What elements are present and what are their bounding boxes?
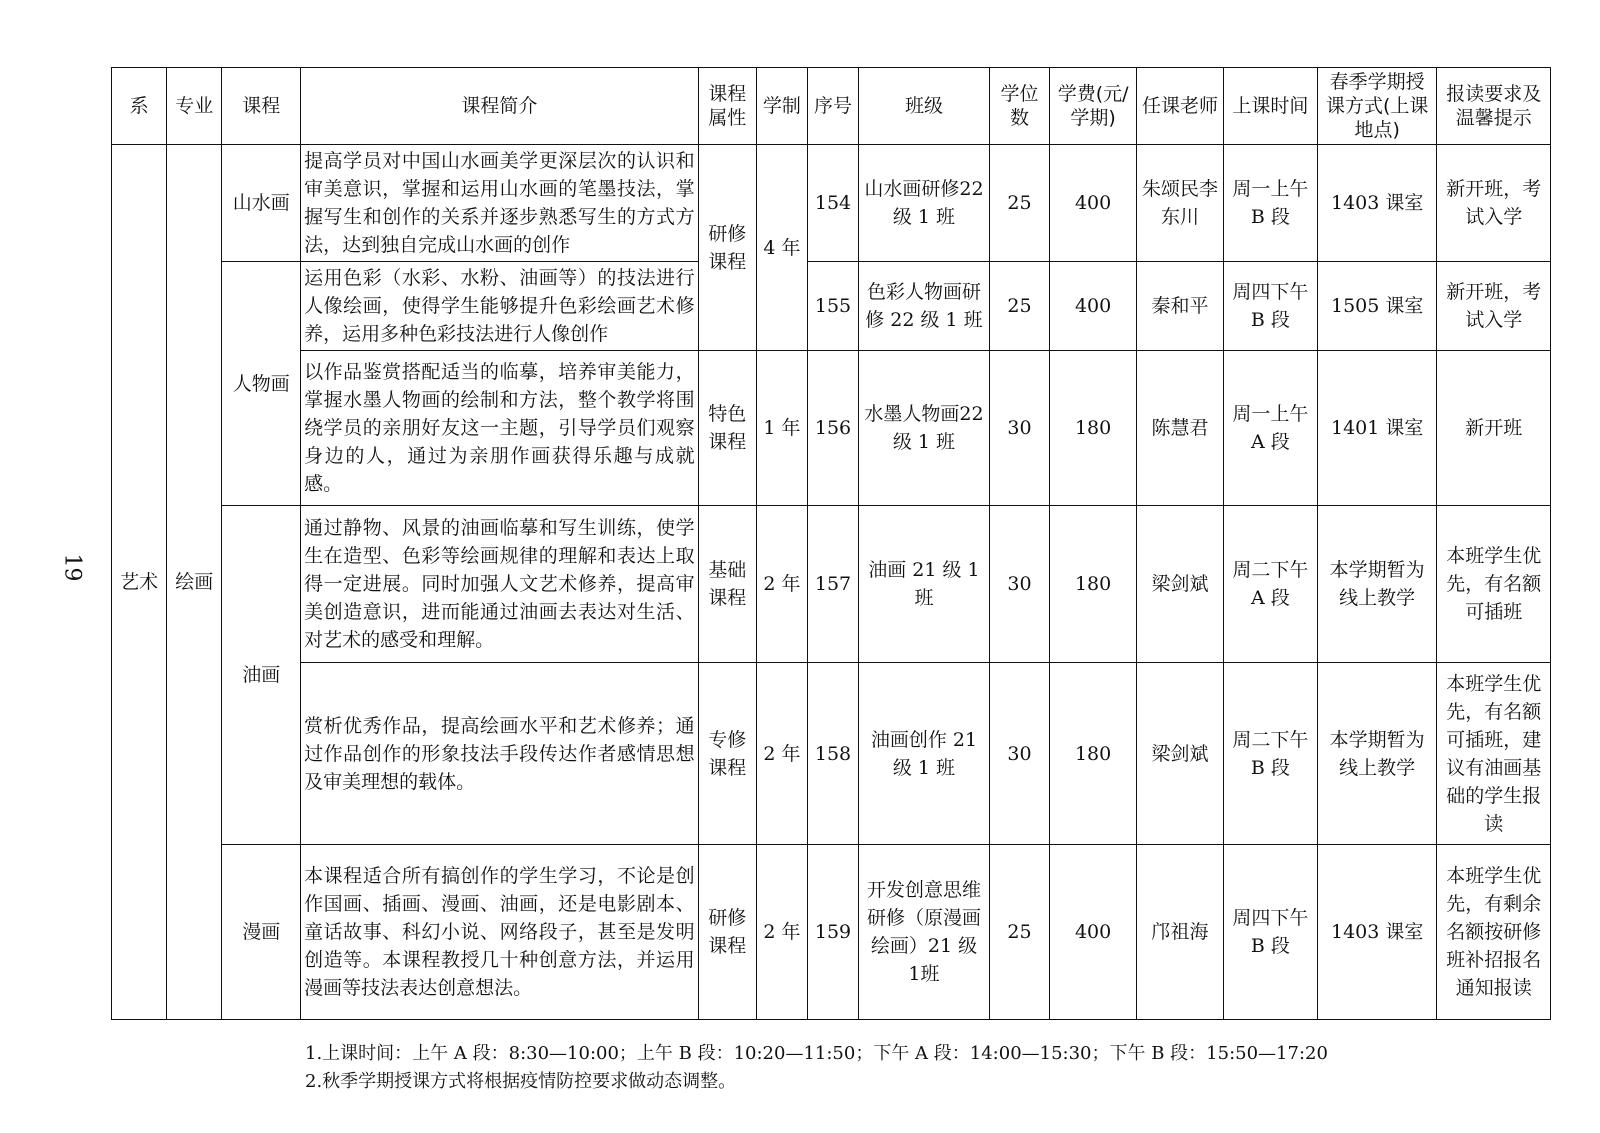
mode-cell: 1401 课室 [1317,351,1437,506]
header-time: 上课时间 [1223,68,1317,145]
footnote-autumn-mode: 2.秋季学期授课方式将根据疫情防控要求做动态调整。 [305,1071,737,1092]
time-cell: 周一上午B 段 [1223,145,1317,262]
table-row [112,506,1551,663]
course-cell: 漫画 [222,845,301,1020]
time-cell: 周一上午A 段 [1223,351,1317,506]
fee-cell: 400 [1050,262,1137,351]
header-course: 课程 [222,68,301,145]
dept-cell: 艺术 [112,145,167,1020]
teacher-cell: 梁剑斌 [1137,663,1224,845]
intro-cell: 运用色彩（水彩、水粉、油画等）的技法进行人像绘画，使得学生能够提升色彩绘画艺术修养，运用多种色彩技法进行人像创作 [301,262,699,351]
fee-cell: 180 [1050,506,1137,663]
class-cell: 油画 21 级 1班 [859,506,990,663]
header-attr: 课程属性 [698,68,756,145]
intro-cell: 提高学员对中国山水画美学更深层次的认识和审美意识，掌握和运用山水画的笔墨技法，掌握写生和创作的关系并逐步熟悉写生的方式方法，达到独自完成山水画的创作 [301,145,699,262]
header-intro: 课程简介 [301,68,699,145]
mode-cell: 本学期暂为线上教学 [1317,663,1437,845]
attr-cell: 特色课程 [698,351,756,506]
notes-cell: 本班学生优先，有名额可插班，建议有油画基础的学生报读 [1437,663,1551,845]
course-cell: 油画 [222,506,301,845]
seats-cell: 25 [989,145,1049,262]
header-spring-mode: 春季学期授课方式(上课地点) [1317,68,1437,145]
attr-cell: 专修课程 [698,663,756,845]
header-seq: 序号 [807,68,858,145]
table-row [112,663,1551,845]
time-cell: 周四下午B 段 [1223,845,1317,1020]
teacher-cell: 梁剑斌 [1137,506,1224,663]
notes-cell: 新开班，考试入学 [1437,262,1551,351]
class-cell: 开发创意思维研修（原漫画绘画）21 级 1班 [859,845,990,1020]
class-cell: 水墨人物画22 级 1 班 [859,351,990,506]
header-seats: 学位数 [989,68,1049,145]
header-fee: 学费(元/学期) [1050,68,1137,145]
fee-cell: 180 [1050,663,1137,845]
time-cell: 周二下午B 段 [1223,663,1317,845]
header-class: 班级 [859,68,990,145]
table-row [112,351,1551,506]
header-teacher: 任课老师 [1137,68,1224,145]
header-dept: 系 [112,68,167,145]
fee-cell: 180 [1050,351,1137,506]
duration-cell: 2 年 [756,845,807,1020]
duration-cell: 2 年 [756,506,807,663]
attr-cell: 基础课程 [698,506,756,663]
duration-cell: 2 年 [756,663,807,845]
notes-cell: 本班学生优先，有剩余名额按研修班补招报名通知报读 [1437,845,1551,1020]
page-number: 19 [59,553,85,582]
notes-cell: 本班学生优先，有名额可插班 [1437,506,1551,663]
course-cell: 人物画 [222,262,301,506]
duration-cell: 4 年 [756,145,807,351]
class-cell: 油画创作 21级 1 班 [859,663,990,845]
attr-cell: 研修课程 [698,145,756,351]
seats-cell: 30 [989,351,1049,506]
mode-cell: 1505 课室 [1317,262,1437,351]
seq-cell: 154 [807,145,858,262]
intro-cell: 本课程适合所有搞创作的学生学习，不论是创作国画、插画、漫画、油画，还是电影剧本、童话故事、科幻小说、网络段子，甚至是发明创造等。本课程教授几十种创意方法，并运用漫画等技法表达创意想法。 [301,845,699,1020]
course-cell: 山水画 [222,145,301,262]
class-cell: 色彩人物画研修 22 级 1 班 [859,262,990,351]
footnotes [305,1040,1328,1096]
teacher-cell: 秦和平 [1137,262,1224,351]
intro-cell: 以作品鉴赏搭配适当的临摹，培养审美能力，掌握水墨人物画的绘制和方法，整个教学将围绕学员的亲朋好友这一主题，引导学员们观察身边的人，通过为亲朋作画获得乐趣与成就感。 [301,351,699,506]
table-row [112,145,1551,262]
seq-cell: 158 [807,663,858,845]
seats-cell: 30 [989,663,1049,845]
teacher-cell: 陈慧君 [1137,351,1224,506]
seats-cell: 25 [989,845,1049,1020]
duration-cell: 1 年 [756,351,807,506]
header-notes: 报读要求及温馨提示 [1437,68,1551,145]
table-row [112,845,1551,1020]
footnote-class-times: 1.上课时间：上午 A 段：8:30—10:00；上午 B 段：10:20—11:50；下午 A 段：14:00—15:30；下午 B 段：15:50—17:20 [305,1043,1328,1064]
fee-cell: 400 [1050,845,1137,1020]
time-cell: 周四下午B 段 [1223,262,1317,351]
seats-cell: 30 [989,506,1049,663]
seq-cell: 157 [807,506,858,663]
attr-cell: 研修课程 [698,845,756,1020]
teacher-cell: 邝祖海 [1137,845,1224,1020]
time-cell: 周二下午A 段 [1223,506,1317,663]
table-row [112,262,1551,351]
seq-cell: 156 [807,351,858,506]
fee-cell: 400 [1050,145,1137,262]
teacher-cell: 朱颂民李东川 [1137,145,1224,262]
intro-cell: 赏析优秀作品，提高绘画水平和艺术修养；通过作品创作的形象技法手段传达作者感情思想及审美理想的载体。 [301,663,699,845]
seq-cell: 159 [807,845,858,1020]
mode-cell: 1403 课室 [1317,145,1437,262]
seats-cell: 25 [989,262,1049,351]
course-table [111,67,1551,1020]
notes-cell: 新开班，考试入学 [1437,145,1551,262]
header-duration: 学制 [756,68,807,145]
notes-cell: 新开班 [1437,351,1551,506]
class-cell: 山水画研修22 级 1 班 [859,145,990,262]
mode-cell: 本学期暂为线上教学 [1317,506,1437,663]
mode-cell: 1403 课室 [1317,845,1437,1020]
header-row [112,68,1551,145]
major-cell: 绘画 [167,145,222,1020]
seq-cell: 155 [807,262,858,351]
header-major: 专业 [167,68,222,145]
intro-cell: 通过静物、风景的油画临摹和写生训练，使学生在造型、色彩等绘画规律的理解和表达上取得一定进展。同时加强人文艺术修养，提高审美创造意识，进而能通过油画去表达对生活、对艺术的感受和理解。 [301,506,699,663]
